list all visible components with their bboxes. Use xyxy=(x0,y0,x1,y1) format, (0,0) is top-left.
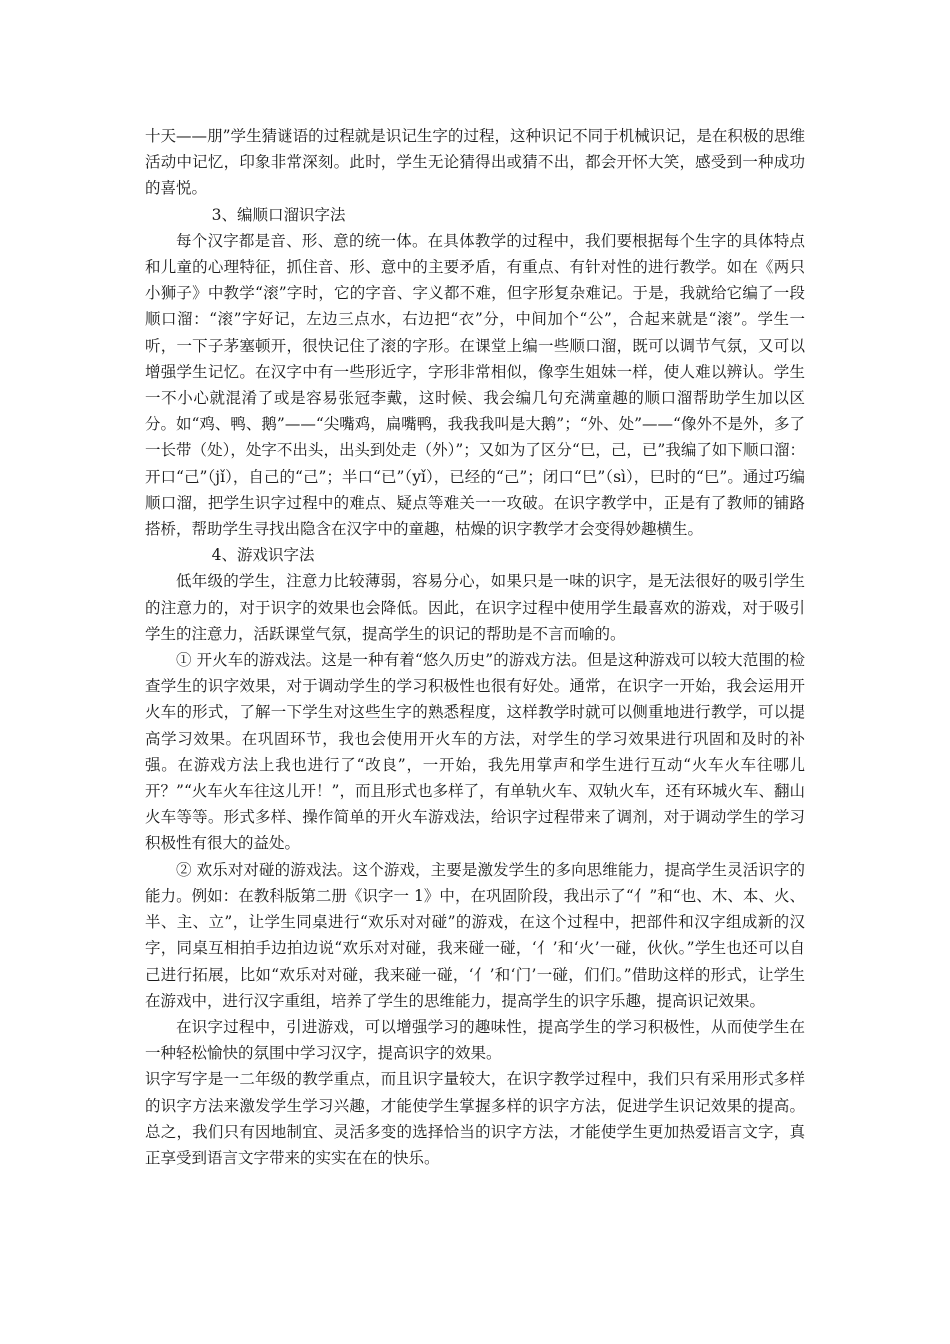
paragraph-conclusion: 识字写字是一二年级的教学重点，而且识字量较大，在识字教学过程中，我们只有采用形式多样的识字方法来激发学生学习兴趣，才能使学生掌握多样的识字方法，促进学生识记效果的提高。总之，我们只有因地制宜、灵活多变的选择恰当的识字方法，才能使学生更加热爱语言文字，真正享受到语言文字带来的实实在在的快乐。 xyxy=(145,1070,805,1167)
section-heading-4: 4、游戏识字法 xyxy=(211,546,315,565)
section-heading-3: 3、编顺口溜识字法 xyxy=(211,205,346,224)
paragraph-riddle-conclusion: 十天——朋”学生猜谜语的过程就是识记生字的过程，这种识记不同于机械识记，是在积极的思维活动中记忆，印象非常深刻。此时，学生无论猜得出或猜不出，都会开怀大笑，感受到一种成功的喜悦。 xyxy=(145,127,805,198)
paragraph-train-game: ① 开火车的游戏法。这是一种有着“悠久历史”的游戏方法。但是这种游戏可以较大范围的检查学生的识字效果，对于调动学生的学习积极性也很有好处。通常，在识字一开始，我会运用开火车的形式，了解一下学生对这些生字的熟悉程度，这样教学时就可以侧重地进行教学，可以提高学习效果。在巩固环节，我也会使用开火车的方法，对学生的学习效果进行巩固和及时的补强。在游戏方法上我也进行了“改良”，一开始，我先用掌声和学生进行互动“火车火车往哪儿开？”“火车火车往这儿开！”，而且形式也多样了，有单轨火车、双轨火车，还有环城火车、翻山火车等等。形式多样、操作简单的开火车游戏法，给识字过程带来了调剂，对于调动学生的学习积极性有很大的益处。 xyxy=(145,651,805,853)
paragraph-game-intro: 低年级的学生，注意力比较薄弱，容易分心，如果只是一味的识字，是无法很好的吸引学生的注意力的，对于识字的效果也会降低。因此，在识字过程中使用学生最喜欢的游戏，对于吸引学生的注意力，活跃课堂气氛，提高学生的识记的帮助是不言而喻的。 xyxy=(145,572,805,643)
paragraph-game-summary: 在识字过程中，引进游戏，可以增强学习的趣味性，提高学生的学习积极性，从而使学生在一种轻松愉快的氛围中学习汉字，提高识字的效果。 xyxy=(145,1017,805,1063)
paragraph-rhyme-method: 每个汉字都是音、形、意的统一体。在具体教学的过程中，我们要根据每个生字的具体特点和儿童的心理特征，抓住音、形、意中的主要矛盾，有重点、有针对性的进行教学。如在《两只小狮子》中教学“滚”字时，它的字音、字义都不难，但字形复杂难记。于是，我就给它编了一段顺口溜：“滚”字好记，左边三点水，右边把“衣”分，中间加个“公”，合起来就是“滚”。学生一听，一下子茅塞顿开，很快记住了滚的字形。在课堂上编一些顺口溜，既可以调节气氛，又可以增强学生记忆。在汉字中有一些形近字，字形非常相似，像孪生姐妹一样，使人难以辨认。学生一不小心就混淆了或是容易张冠李戴，这时候、我会编几句充满童趣的顺口溜帮助学生加以区分。如“鸡、鸭、鹅”——“尖嘴鸡，扁嘴鸭，我我我叫是大鹅”；“外、处”——“像外不是外，多了一长带（处），处字不出头，出头到处走（外）”；又如为了区分“巳，己，已”我编了如下顺口溜：开口“己”（jǐ），自己的“己”；半口“已”（yǐ），已经的“己”；闭口“巳”（sì），巳时的“巳”。通过巧编顺口溜，把学生识字过程中的难点、疑点等难关一一攻破。在识字教学中，正是有了教师的铺路搭桥，帮助学生寻找出隐含在汉字中的童趣，枯燥的识字教学才会变得妙趣横生。 xyxy=(145,231,805,539)
paragraph-match-game: ② 欢乐对对碰的游戏法。这个游戏，主要是激发学生的多向思维能力，提高学生灵活识字的能力。例如：在教科版第二册《识字一 1》中，在巩固阶段，我出示了“亻”和“也、木、本、火、半、主、立”，让学生同桌进行“欢乐对对碰”的游戏，在这个过程中，把部件和汉字组成新的汉字，同桌互相拍手边拍边说“欢乐对对碰，我来碰一碰，‘亻’和‘火’一碰，伙伙。”学生也还可以自己进行拓展，比如“欢乐对对碰，我来碰一碰，‘亻’和‘门’一碰，们们。”借助这样的形式，让学生在游戏中，进行汉字重组，培养了学生的思维能力，提高学生的识字乐趣，提高识记效果。 xyxy=(145,860,805,1010)
document-body xyxy=(145,123,805,1171)
